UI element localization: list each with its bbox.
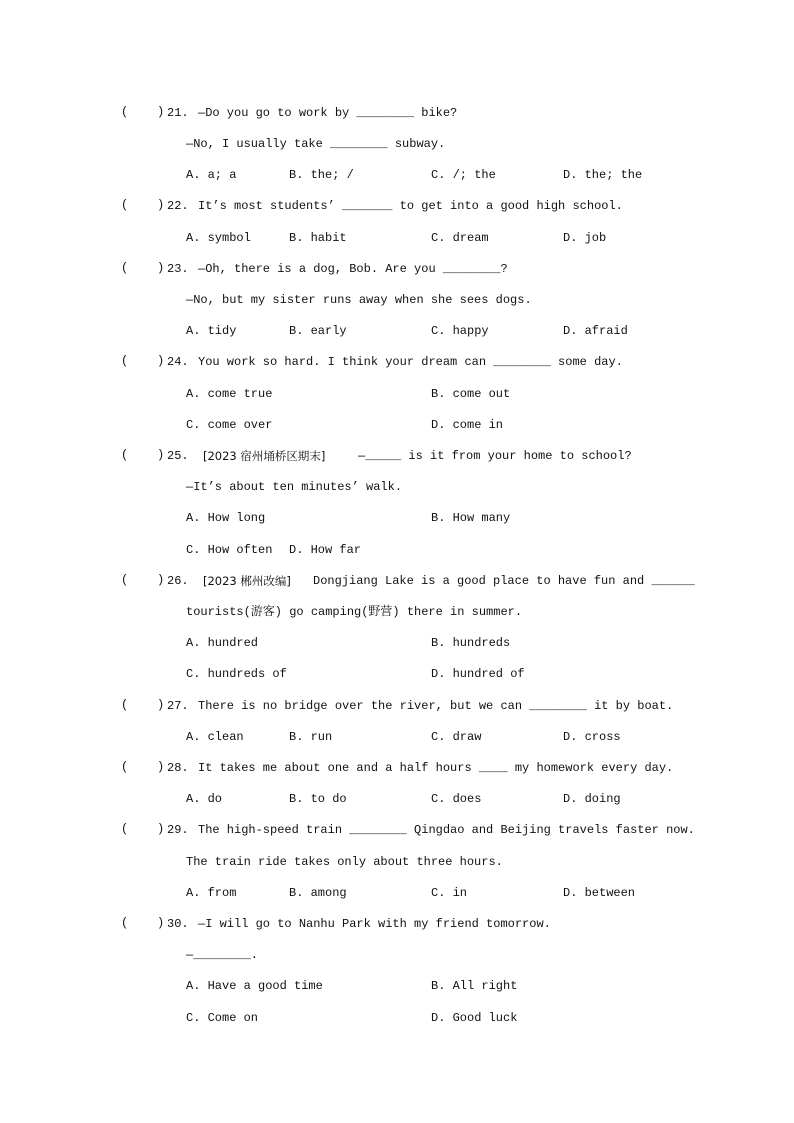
option-d: D. cross bbox=[563, 730, 621, 744]
option-d: D. come in bbox=[431, 418, 504, 432]
option-d: D. Good luck bbox=[431, 1011, 518, 1025]
question-number: 30. bbox=[167, 917, 189, 931]
option-c: C. dream bbox=[431, 231, 489, 245]
option-b: B. the; / bbox=[289, 168, 354, 182]
question-stem-line2: tourists(游客) go camping(野营) there in summer. bbox=[186, 605, 523, 619]
question-stem: —Do you go to work by ________ bike? bbox=[198, 106, 458, 120]
question-stem: There is no bridge over the river, but we can ________ it by boat. bbox=[198, 699, 674, 713]
option-b: B. All right bbox=[431, 979, 518, 993]
option-b: B. come out bbox=[431, 387, 511, 401]
question-stem-line2: —________. bbox=[186, 948, 259, 962]
option-b: B. habit bbox=[289, 231, 347, 245]
option-a: A. How long bbox=[186, 511, 266, 525]
answer-blank[interactable]: ( ) bbox=[121, 105, 165, 119]
option-d: D. afraid bbox=[563, 324, 628, 338]
question-stem: —Oh, there is a dog, Bob. Are you ________? bbox=[198, 262, 508, 276]
question-stem: It takes me about one and a half hours ____ my homework every day. bbox=[198, 761, 674, 775]
option-c: C. come over bbox=[186, 418, 273, 432]
option-d: D. hundred of bbox=[431, 667, 525, 681]
question-number: 27. bbox=[167, 699, 189, 713]
option-a: A. from bbox=[186, 886, 237, 900]
question-stem-line2: The train ride takes only about three hours. bbox=[186, 855, 503, 869]
question-stem: —_____ is it from your home to school? bbox=[358, 449, 632, 463]
source-tag: [2023 郴州改编] bbox=[203, 574, 291, 588]
answer-blank[interactable]: ( ) bbox=[121, 916, 165, 930]
answer-blank[interactable]: ( ) bbox=[121, 698, 165, 712]
option-a: A. a; a bbox=[186, 168, 237, 182]
option-c: C. in bbox=[431, 886, 468, 900]
option-b: B. early bbox=[289, 324, 347, 338]
answer-blank[interactable]: ( ) bbox=[121, 760, 165, 774]
option-b: B. How many bbox=[431, 511, 511, 525]
option-b: B. to do bbox=[289, 792, 347, 806]
option-c: C. Come on bbox=[186, 1011, 259, 1025]
question-number: 26. bbox=[167, 574, 189, 588]
option-d: D. job bbox=[563, 231, 607, 245]
option-c: C. How often bbox=[186, 543, 273, 557]
question-number: 25. bbox=[167, 449, 189, 463]
option-c: C. draw bbox=[431, 730, 482, 744]
question-stem: It’s most students’ _______ to get into a good high school. bbox=[198, 199, 623, 213]
source-tag: [2023 宿州埇桥区期末] bbox=[203, 449, 326, 463]
option-a: A. symbol bbox=[186, 231, 251, 245]
question-stem-line2: —It’s about ten minutes’ walk. bbox=[186, 480, 403, 494]
option-b: B. hundreds bbox=[431, 636, 511, 650]
option-d: D. between bbox=[563, 886, 636, 900]
option-c: C. does bbox=[431, 792, 482, 806]
question-number: 28. bbox=[167, 761, 189, 775]
answer-blank[interactable]: ( ) bbox=[121, 573, 165, 587]
question-number: 22. bbox=[167, 199, 189, 213]
question-stem: The high-speed train ________ Qingdao and Beijing travels faster now. bbox=[198, 823, 695, 837]
answer-blank[interactable]: ( ) bbox=[121, 198, 165, 212]
answer-blank[interactable]: ( ) bbox=[121, 448, 165, 462]
question-number: 24. bbox=[167, 355, 189, 369]
answer-blank[interactable]: ( ) bbox=[121, 261, 165, 275]
option-a: A. Have a good time bbox=[186, 979, 323, 993]
option-a: A. come true bbox=[186, 387, 273, 401]
answer-blank[interactable]: ( ) bbox=[121, 354, 165, 368]
option-c: C. happy bbox=[431, 324, 489, 338]
option-a: A. hundred bbox=[186, 636, 259, 650]
question-number: 23. bbox=[167, 262, 189, 276]
option-c: C. /; the bbox=[431, 168, 496, 182]
question-stem-line2: —No, I usually take ________ subway. bbox=[186, 137, 446, 151]
question-number: 21. bbox=[167, 106, 189, 120]
option-b: B. among bbox=[289, 886, 347, 900]
answer-blank[interactable]: ( ) bbox=[121, 822, 165, 836]
option-a: A. tidy bbox=[186, 324, 237, 338]
option-d: D. How far bbox=[289, 543, 362, 557]
option-c: C. hundreds of bbox=[186, 667, 287, 681]
option-d: D. doing bbox=[563, 792, 621, 806]
question-stem-line2: —No, but my sister runs away when she sees dogs. bbox=[186, 293, 532, 307]
question-stem: You work so hard. I think your dream can ________ some day. bbox=[198, 355, 623, 369]
option-b: B. run bbox=[289, 730, 333, 744]
question-number: 29. bbox=[167, 823, 189, 837]
question-stem: Dongjiang Lake is a good place to have fun and ______ bbox=[313, 574, 695, 588]
option-a: A. clean bbox=[186, 730, 244, 744]
option-a: A. do bbox=[186, 792, 223, 806]
question-stem: —I will go to Nanhu Park with my friend tomorrow. bbox=[198, 917, 551, 931]
option-d: D. the; the bbox=[563, 168, 643, 182]
